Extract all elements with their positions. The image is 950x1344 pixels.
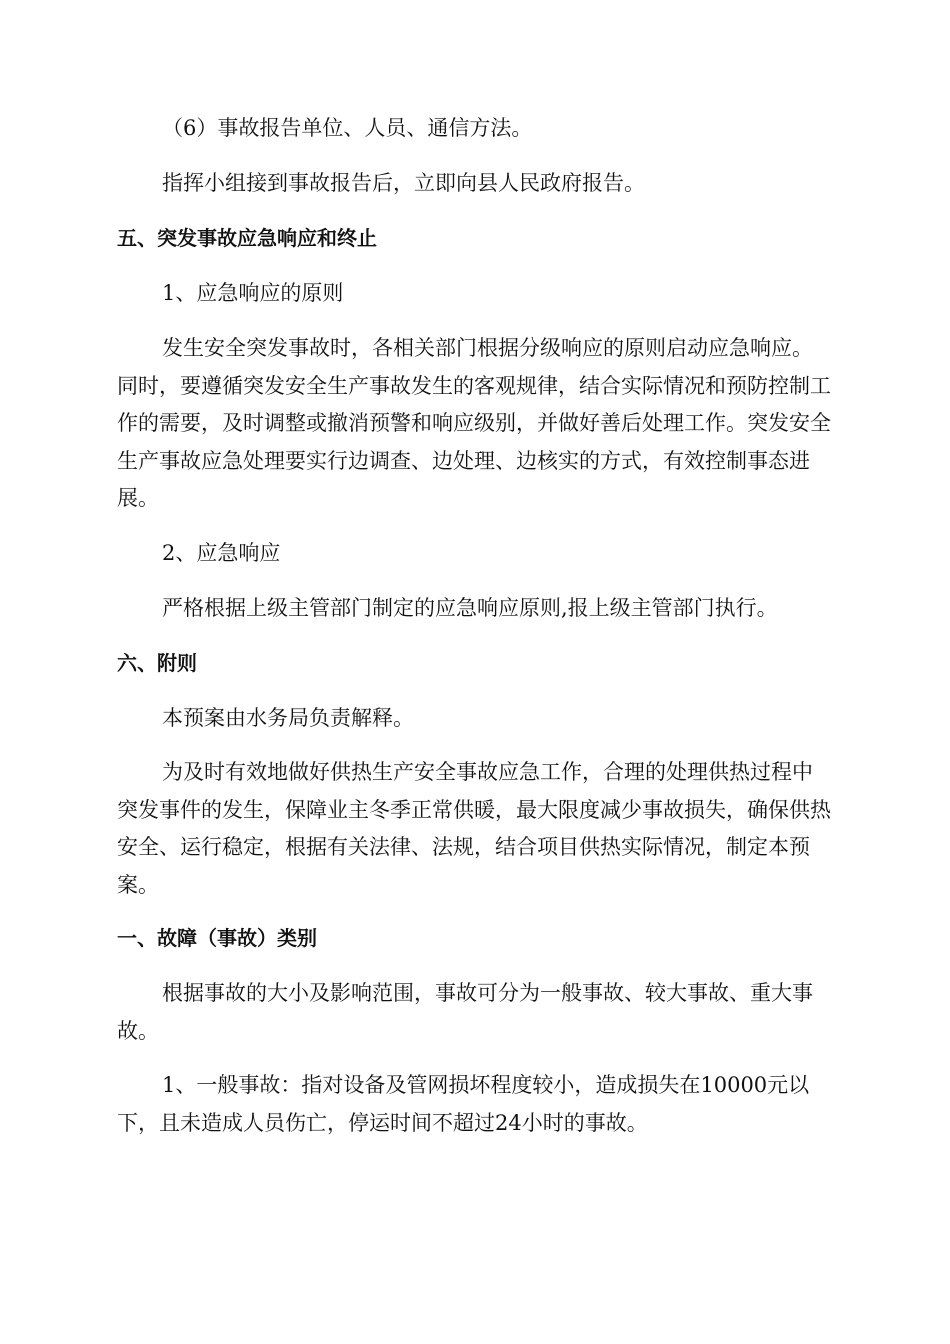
section-heading-emergency-response: 五、突发事故应急响应和终止: [117, 226, 377, 250]
paragraph-emergency-response: 严格根据上级主管部门制定的应急响应原则,报上级主管部门执行。: [162, 596, 778, 620]
paragraph-accident-classification: 根据事故的大小及影响范围，事故可分为一般事故、较大事故、重大事故。: [117, 981, 813, 1043]
subheading-response-principle: 1、应急响应的原则: [162, 281, 344, 305]
subheading-emergency-response: 2、应急响应: [162, 541, 281, 565]
section-heading-accident-categories: 一、故障（事故）类别: [117, 926, 317, 950]
paragraph-response-principle: 发生安全突发事故时，各相关部门根据分级响应的原则启动应急响应。同时，要遵循突发安全生产事故发生的客观规律，结合实际情况和预防控制工作的需要，及时调整或撤消预警和响应级别，并做好善后处理工作。突发安全生产事故应急处理要实行边调查、边处理、边核实的方式，有效控制事态进展。: [117, 336, 831, 510]
paragraph-interpretation: 本预案由水务局负责解释。: [162, 706, 414, 730]
section-heading-appendix: 六、附则: [117, 651, 197, 675]
paragraph-heating-purpose: 为及时有效地做好供热生产安全事故应急工作，合理的处理供热过程中突发事件的发生，保障业主冬季正常供暖，最大限度减少事故损失，确保供热安全、运行稳定，根据有关法律、法规，结合项目供热实际情况，制定本预案。: [117, 760, 831, 897]
paragraph-general-accident: 1、一般事故：指对设备及管网损坏程度较小，造成损失在10000元以下，且未造成人员伤亡，停运时间不超过24小时的事故。: [117, 1073, 810, 1135]
paragraph-report-items: （6）事故报告单位、人员、通信方法。: [162, 116, 533, 140]
paragraph-report-to-government: 指挥小组接到事故报告后，立即向县人民政府报告。: [162, 171, 645, 195]
